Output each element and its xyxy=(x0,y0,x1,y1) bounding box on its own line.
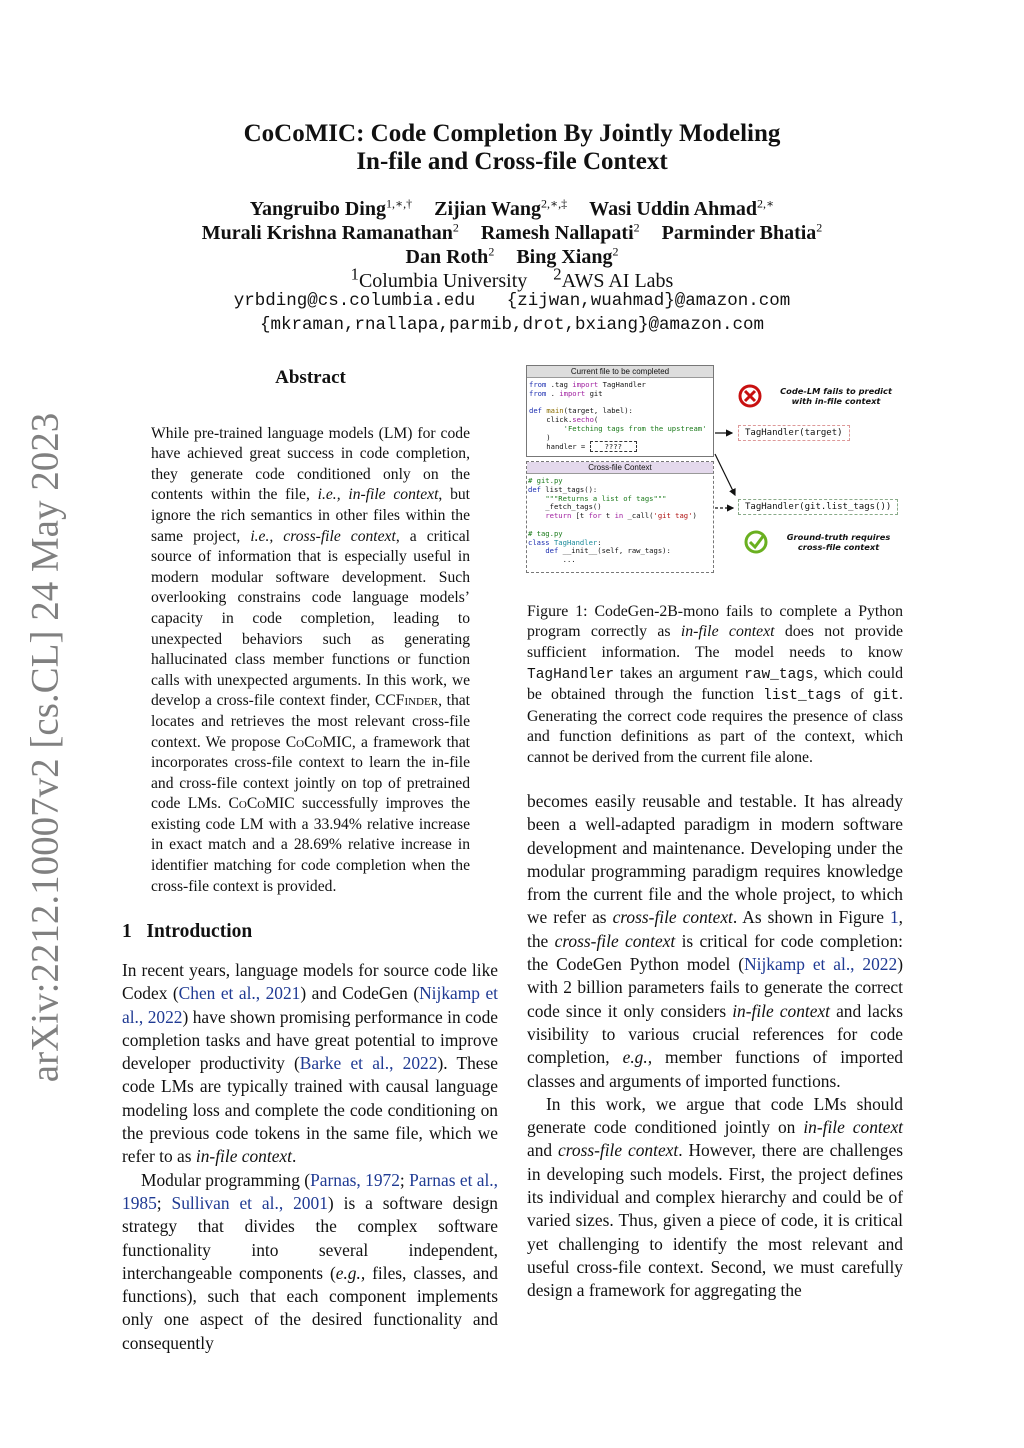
wrong-prediction: TagHandler(target) xyxy=(738,425,850,441)
left-column-text xyxy=(122,959,498,1355)
text-span: ; xyxy=(156,1192,172,1213)
paragraph xyxy=(527,602,903,769)
text-span: of xyxy=(841,686,873,704)
text-span: , but ignore the rich semantics in other files within the same project, xyxy=(151,486,471,545)
text-span: is critical for code completion: the CodeGen Python model ( xyxy=(527,930,904,975)
paper-title xyxy=(0,120,1024,176)
author-entry: Wasi Uddin Ahmad$^{2,∗}$ xyxy=(589,196,775,220)
text-span: in-file context xyxy=(680,623,775,641)
citation-link[interactable]: Parnas et al., 1985 xyxy=(122,1169,499,1213)
email-line: {mkraman,rnallapa,parmib,drot,bxiang}@amazon.com xyxy=(259,315,765,335)
author-entry: Zijian Wang$^{2,∗,\ddagger}$ xyxy=(434,196,568,220)
fail-x-icon xyxy=(740,386,760,406)
author-entry: Murali Krishna Ramanathan$^2$ xyxy=(201,220,459,244)
text-span: successfully improves the existing code LM with a 33.94% relative increase in exact match and a 28.69% relative increase in identifier matching for code completion when the cross-file context is provided. xyxy=(151,795,471,895)
current-file-header: Current file to be completed xyxy=(527,366,713,378)
author-entry: Bing Xiang$^2$ xyxy=(516,244,619,268)
paragraph xyxy=(122,1169,498,1355)
text-span: ). These code LMs are typically trained with causal language modeling loss and complete the code conditioning on the previous code tokens in the same file, which we refer to as xyxy=(122,1053,498,1167)
paragraph xyxy=(122,959,498,1169)
fail-note: Code-LM fails to predict with in-file context xyxy=(780,386,892,406)
author-entry: $^2$AWS AI Labs xyxy=(553,264,674,292)
text-span: . Generating the correct code requires the presence of class and function definitions as part of the context, which cannot be derived from the current file alone. xyxy=(527,686,903,766)
check-icon xyxy=(746,532,766,552)
text-span: . As shown in Figure xyxy=(732,907,890,928)
text-span: e.g., xyxy=(622,1047,653,1068)
text-span: , the xyxy=(527,907,903,951)
text-span: in-file context xyxy=(803,1117,903,1138)
text-span: and lacks visibility to various crucial references for code completion, xyxy=(527,1000,904,1068)
text-span: cross-file context xyxy=(612,907,733,928)
blank-slot: ???? xyxy=(590,441,637,452)
title-line-2: In-file and Cross-file Context xyxy=(356,148,668,175)
paragraph xyxy=(527,1093,903,1303)
text-span: , which could be obtained through the function xyxy=(527,664,903,704)
text-span: CCFinder xyxy=(374,692,439,710)
emails xyxy=(0,289,1024,337)
abstract-heading: Abstract xyxy=(275,367,346,388)
text-span: i.e., cross-file context xyxy=(250,527,396,545)
text-span: ; xyxy=(399,1169,410,1190)
paragraph xyxy=(151,424,470,898)
citation-link[interactable]: Nijkamp et al., 2022 xyxy=(122,983,498,1027)
author-entry: $^1$Columbia University xyxy=(350,264,528,292)
right-column-text xyxy=(527,790,903,1303)
text-span: cross-file context xyxy=(554,930,676,951)
text-span: list_tags xyxy=(763,688,842,705)
citation-link[interactable]: Parnas, 1972 xyxy=(310,1169,400,1190)
text-span: , a framework that incorporates cross-file context to learn the in-file and cross-file context jointly on top of pretrained code LMs. xyxy=(151,733,470,813)
text-span: While pre-trained language models (LM) for code have achieved great success in code completion, they generate code conditioned only on the contents within the file, xyxy=(151,424,470,504)
text-span: Modular programming ( xyxy=(141,1169,311,1190)
text-span: ) have shown promising performance in code completion tasks and have great potential to improve developer productivity ( xyxy=(122,1006,498,1074)
figure-1 xyxy=(526,365,916,575)
cross-file-header: Cross-file Context xyxy=(527,462,713,474)
title-line-1: CoCoMIC: Code Completion By Jointly Modeling xyxy=(243,120,781,147)
text-span: ) is a software design strategy that divides the complex software functionality into several independent, interchangeable components ( xyxy=(122,1192,498,1283)
citation-link[interactable]: Sullivan et al., 2001 xyxy=(171,1192,328,1213)
paragraph xyxy=(527,790,903,1093)
author-entry: Ramesh Nallapati$^2$ xyxy=(480,220,640,244)
text-span: ) and CodeGen ( xyxy=(300,983,420,1004)
figure-caption xyxy=(527,586,903,784)
text-span: In this work, we argue that code LMs should generate code conditioned jointly on xyxy=(527,1093,903,1138)
text-span: Figure 1: CodeGen-2B-mono fails to complete a Python program correctly as xyxy=(527,602,903,641)
author-entry: Dan Roth$^2$ xyxy=(405,244,495,268)
arxiv-identifier: arXiv:2212.10007v2 [cs.CL] 24 May 2023 xyxy=(23,412,67,1083)
text-span: takes an argument xyxy=(614,664,745,682)
text-span: and xyxy=(527,1140,559,1161)
abstract-body xyxy=(151,408,470,913)
text-span: in-file context xyxy=(195,1146,292,1167)
text-span: In recent years, language models for source code like Codex ( xyxy=(122,960,498,1004)
text-span: . However, there are challenges in developing such models. First, the project defines its individual and complex hierarchy and could be of varied sizes. Thus, given a piece of code, it is critical yet challenging to identify the most relevant and useful cross-file context. Second, we must carefully design a framework for aggregating the xyxy=(527,1140,903,1301)
citation-link[interactable]: Chen et al., 2021 xyxy=(178,983,301,1004)
text-span: raw_tags xyxy=(744,666,814,683)
text-span: git xyxy=(872,688,900,705)
cross-file-code: # git.py def list_tags(): """Returns a list of tags""" _fetch_tags() return [t for t in _call('git tag') # tag.py class TagHandler: def __init__(self, raw_tags): ... xyxy=(528,476,697,565)
text-span: member functions of imported classes and arguments of imported functions. xyxy=(527,1047,904,1091)
text-span: TagHandler xyxy=(527,666,615,683)
current-file-code: from .tag import TagHandler from . import git def main(target, label): click.secho( 'Fetching tags from the upstream' ) handler = ???? xyxy=(529,380,707,451)
author-entry: Yangruibo Ding$^{1,∗,\dagger}$ xyxy=(249,196,413,220)
citation-link[interactable]: Nijkamp et al., 2022 xyxy=(744,954,898,975)
arrow xyxy=(715,454,735,495)
author-entry: Parminder Bhatia$^2$ xyxy=(661,220,823,244)
citation-link[interactable]: Barke et al., 2022 xyxy=(299,1053,438,1074)
text-span: CoCoMIC xyxy=(228,795,295,813)
text-span: cross-file context xyxy=(558,1140,679,1161)
text-span: does not provide sufficient information. The model needs to know xyxy=(527,623,903,661)
text-span: files, classes, and functions), such that each component implements only one aspect of the desired functionality and consequently xyxy=(122,1262,498,1353)
email-line: yrbding@cs.columbia.edu {zijwan,wuahmad}@amazon.com xyxy=(233,291,791,311)
correct-prediction: TagHandler(git.list_tags()) xyxy=(738,499,898,515)
text-span: in-file context xyxy=(732,1000,831,1021)
ok-note: Ground-truth requires cross-file context xyxy=(786,532,891,552)
text-span: CoCoMIC xyxy=(285,733,352,751)
text-span: . xyxy=(291,1146,297,1167)
text-span: ) with 2 billion parameters fails to generate the correct code since it only considers xyxy=(527,954,903,1021)
text-span: i.e., in-file context xyxy=(317,486,439,504)
text-span: , a critical source of information that is especially useful in modern modular software development. Such overlooking constrains code language models’ capacity in code completion, leading to unexpected behaviors such as generating hallucinated class member functions or function calls with unexpected arguments. In this work, we develop a cross-file context finder, xyxy=(151,527,471,710)
text-span: e.g., xyxy=(335,1262,366,1283)
text-span: , that locates and retrieves the most relevant cross-file context. We propose xyxy=(151,692,470,751)
citation-link[interactable]: 1 xyxy=(889,907,899,928)
section-heading: 1 Introduction xyxy=(122,921,253,942)
text-span: becomes easily reusable and testable. It has already been a well-adapted paradigm in modern software development and maintenance. Developing under the modular programming paradigm requires knowledge from the current file and the whole project, to which we refer as xyxy=(527,791,903,928)
